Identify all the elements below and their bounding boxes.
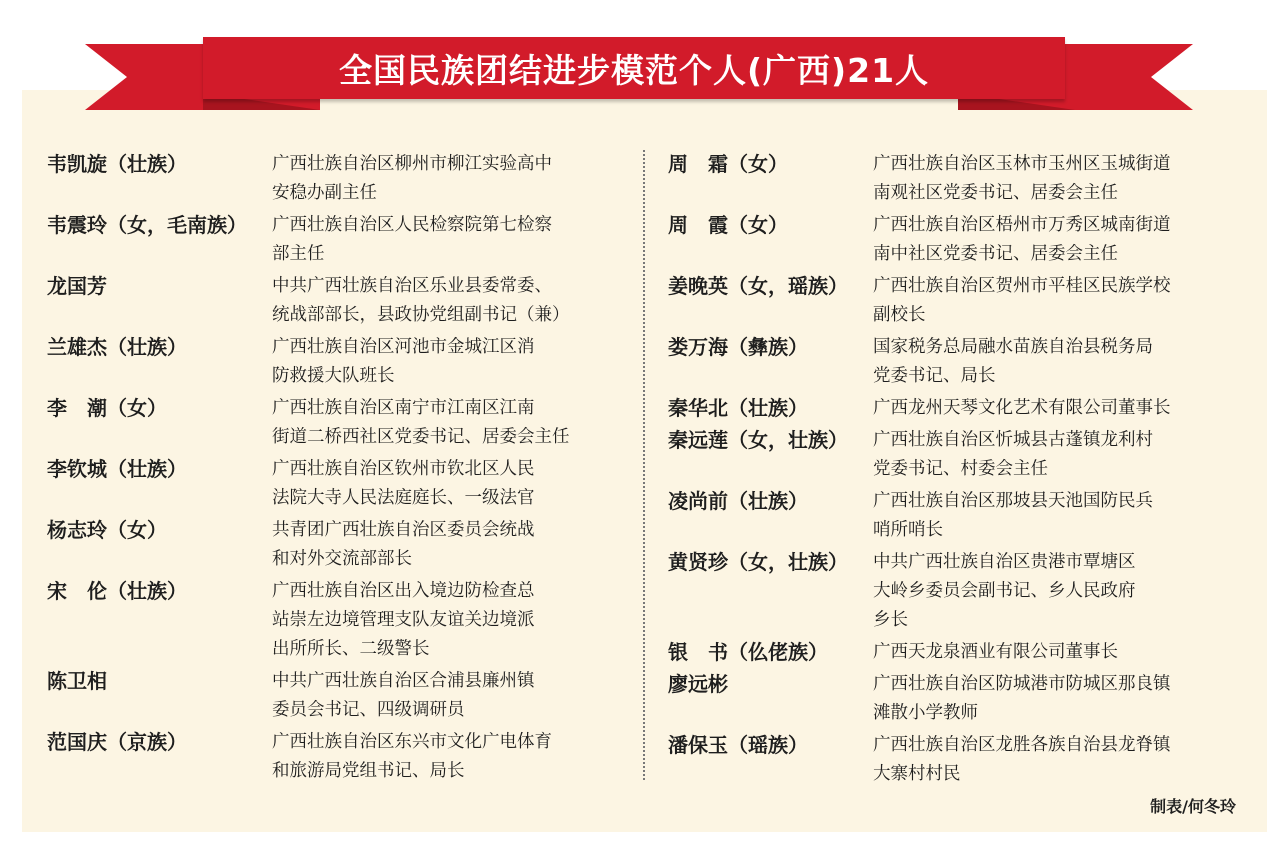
- person-name: 秦华北（壮族）: [668, 396, 808, 420]
- person-title-line: 广西壮族自治区龙胜各族自治县龙脊镇: [873, 735, 1171, 755]
- person-title-line: 出所所长、二级警长: [272, 639, 430, 659]
- person-title-line: 站崇左边境管理支队友谊关边境派: [272, 610, 535, 630]
- person-title-line: 哨所哨长: [873, 520, 943, 540]
- person-entry: [668, 272, 1268, 330]
- person-name: 姜晚英（女，瑶族）: [668, 274, 848, 298]
- person-entry: [668, 426, 1268, 484]
- person-title-line: 广西壮族自治区河池市金城江区消: [272, 337, 535, 357]
- person-name: 龙国芳: [47, 274, 107, 298]
- person-entry: [47, 333, 637, 391]
- person-entry: [668, 333, 1268, 391]
- person-title-line: 中共广西壮族自治区乐业县委常委、: [272, 276, 552, 296]
- person-title-line: 广西壮族自治区梧州市万秀区城南街道: [873, 215, 1171, 235]
- person-entry: [668, 211, 1268, 269]
- person-name: 杨志玲（女）: [47, 518, 167, 542]
- person-title-line: 中共广西壮族自治区贵港市覃塘区: [873, 552, 1136, 572]
- person-title-line: 街道二桥西社区党委书记、居委会主任: [272, 427, 570, 447]
- person-title: [272, 577, 622, 664]
- person-title-line: 广西壮族自治区南宁市江南区江南: [272, 398, 535, 418]
- person-name: 李钦城（壮族）: [47, 457, 187, 481]
- person-title: [272, 728, 622, 786]
- person-title: [272, 272, 622, 330]
- person-title-line: 广西壮族自治区贺州市平桂区民族学校: [873, 276, 1171, 296]
- column-divider: [643, 150, 645, 780]
- person-title-line: 和对外交流部部长: [272, 549, 412, 569]
- person-title: [873, 426, 1243, 484]
- person-title: [272, 516, 622, 574]
- person-name: 潘保玉（瑶族）: [668, 733, 808, 757]
- person-name: 李 潮（女）: [47, 396, 167, 420]
- person-entry: [668, 731, 1268, 789]
- person-title: [873, 394, 1243, 423]
- person-name: 宋 伦（壮族）: [47, 579, 187, 603]
- person-name: 凌尚前（壮族）: [668, 489, 808, 513]
- person-title: [873, 638, 1243, 667]
- person-entry: [668, 150, 1268, 208]
- person-entry: [668, 394, 1268, 423]
- person-title-line: 共青团广西壮族自治区委员会统战: [272, 520, 535, 540]
- person-title: [272, 211, 622, 269]
- person-title: [873, 272, 1243, 330]
- person-name: 黄贤珍（女，壮族）: [668, 550, 848, 574]
- person-title-line: 委员会书记、四级调研员: [272, 700, 465, 720]
- person-entry: [47, 150, 637, 208]
- person-title-line: 广西壮族自治区忻城县古蓬镇龙利村: [873, 430, 1153, 450]
- person-title: [272, 667, 622, 725]
- person-title: [873, 731, 1243, 789]
- person-entry: [668, 670, 1268, 728]
- person-entry: [668, 638, 1268, 667]
- person-entry: [47, 211, 637, 269]
- person-title: [272, 455, 622, 513]
- person-title-line: 广西壮族自治区人民检察院第七检察: [272, 215, 552, 235]
- person-title-line: 安稳办副主任: [272, 183, 377, 203]
- person-title: [873, 548, 1243, 635]
- credit-line: 制表/何冬玲: [1150, 797, 1236, 816]
- title-banner: [203, 37, 1065, 99]
- person-entry: [668, 487, 1268, 545]
- person-title: [272, 150, 622, 208]
- person-title-line: 大岭乡委员会副书记、乡人民政府: [873, 581, 1136, 601]
- person-name: 韦震玲（女，毛南族）: [47, 213, 247, 237]
- person-title-line: 国家税务总局融水苗族自治县税务局: [873, 337, 1153, 357]
- person-entry: [47, 667, 637, 725]
- person-title-line: 广西壮族自治区防城港市防城区那良镇: [873, 674, 1171, 694]
- person-title: [873, 211, 1243, 269]
- person-name: 韦凯旋（壮族）: [47, 152, 187, 176]
- person-title-line: 党委书记、局长: [873, 366, 996, 386]
- person-title-line: 大寨村村民: [873, 764, 961, 784]
- person-name: 银 书（仫佬族）: [668, 640, 828, 664]
- person-entry: [47, 728, 637, 786]
- person-name: 娄万海（彝族）: [668, 335, 808, 359]
- person-title: [873, 487, 1243, 545]
- right-column: [668, 150, 1268, 792]
- person-title-line: 广西天龙泉酒业有限公司董事长: [873, 642, 1118, 662]
- person-title-line: 党委书记、村委会主任: [873, 459, 1048, 479]
- person-title-line: 部主任: [272, 244, 325, 264]
- person-title-line: 副校长: [873, 305, 926, 325]
- person-title-line: 南中社区党委书记、居委会主任: [873, 244, 1118, 264]
- person-title: [272, 394, 622, 452]
- person-title-line: 统战部部长，县政协党组副书记（兼）: [272, 305, 570, 325]
- person-entry: [47, 516, 637, 574]
- person-title-line: 南观社区党委书记、居委会主任: [873, 183, 1118, 203]
- person-title: [873, 670, 1243, 728]
- person-entry: [47, 577, 637, 664]
- person-entry: [668, 548, 1268, 635]
- person-name: 陈卫相: [47, 669, 107, 693]
- person-title-line: 广西壮族自治区柳州市柳江实验高中: [272, 154, 552, 174]
- person-entry: [47, 272, 637, 330]
- person-name: 范国庆（京族）: [47, 730, 187, 754]
- person-title-line: 广西壮族自治区玉林市玉州区玉城街道: [873, 154, 1171, 174]
- person-title-line: 滩散小学教师: [873, 703, 978, 723]
- person-title-line: 乡长: [873, 610, 908, 630]
- person-title-line: 广西壮族自治区出入境边防检查总: [272, 581, 535, 601]
- person-title-line: 法院大寺人民法庭庭长、一级法官: [272, 488, 535, 508]
- person-title-line: 广西壮族自治区那坡县天池国防民兵: [873, 491, 1153, 511]
- person-title-line: 广西龙州天琴文化艺术有限公司董事长: [873, 398, 1171, 418]
- person-name: 廖远彬: [668, 672, 728, 696]
- person-title: [873, 333, 1243, 391]
- person-title-line: 中共广西壮族自治区合浦县廉州镇: [272, 671, 535, 691]
- person-title: [873, 150, 1243, 208]
- person-title-line: 和旅游局党组书记、局长: [272, 761, 465, 781]
- person-title: [272, 333, 622, 391]
- page-title: 全国民族团结进步模范个人(广西)21人: [338, 50, 930, 90]
- person-name: 兰雄杰（壮族）: [47, 335, 187, 359]
- person-name: 周 霜（女）: [668, 152, 788, 176]
- person-entry: [47, 394, 637, 452]
- person-title-line: 防救援大队班长: [272, 366, 395, 386]
- person-entry: [47, 455, 637, 513]
- person-name: 秦远莲（女，壮族）: [668, 428, 848, 452]
- left-column: [47, 150, 637, 789]
- person-title-line: 广西壮族自治区钦州市钦北区人民: [272, 459, 535, 479]
- person-title-line: 广西壮族自治区东兴市文化广电体育: [272, 732, 552, 752]
- person-name: 周 霞（女）: [668, 213, 788, 237]
